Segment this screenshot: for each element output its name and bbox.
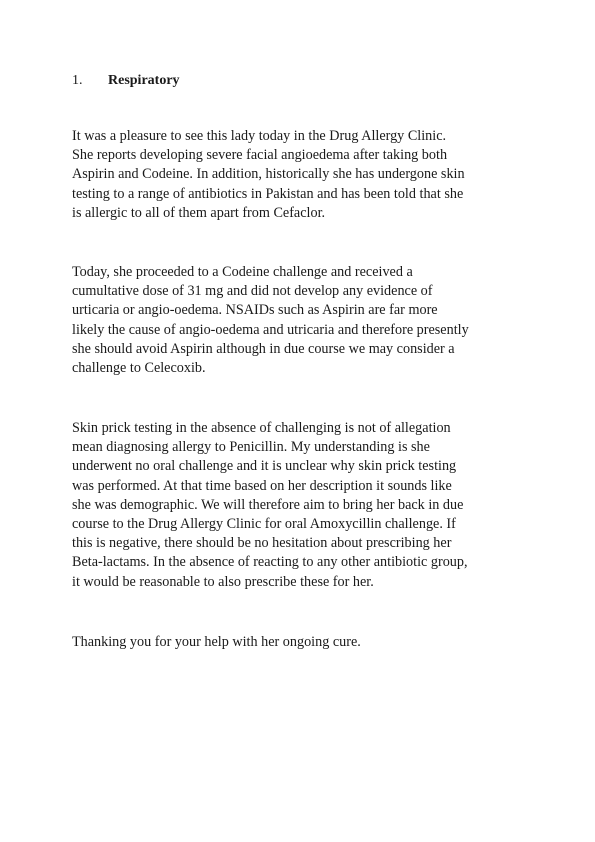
text-line: cumultative dose of 31 mg and did not develop any evidence of: [72, 283, 433, 300]
text-line: testing to a range of antibiotics in Pakistan and has been told that she: [72, 185, 464, 202]
text-line: Beta-lactams. In the absence of reacting to any other antibiotic group,: [72, 554, 468, 571]
paragraph-closing: [72, 633, 532, 652]
text-line: challenge to Celecoxib.: [72, 360, 206, 377]
text-line: Today, she proceeded to a Codeine challenge and received a: [72, 264, 413, 280]
text-line: likely the cause of angio-oedema and utricaria and therefore presently: [72, 321, 469, 338]
text-line: underwent no oral challenge and it is unclear why skin prick testing: [72, 458, 457, 475]
text-line: She reports developing severe facial angioedema after taking both: [72, 147, 448, 164]
section-number: 1.: [72, 73, 83, 88]
text-line: she should avoid Aspirin although in due course we may consider a: [72, 340, 455, 357]
section-heading: [72, 72, 180, 90]
text-line: this is negative, there should be no hesitation about prescribing her: [72, 535, 452, 552]
paragraph-skin-prick-testing: [72, 419, 532, 592]
paragraph-clinic-visit: [72, 127, 532, 223]
text-line: urticaria or angio-oedema. NSAIDs such as Aspirin are far more: [72, 302, 438, 319]
text-line: Thanking you for your help with her ongoing cure.: [72, 634, 361, 650]
paragraph-codeine-challenge: [72, 263, 532, 378]
text-line: was performed. At that time based on her description it sounds like: [72, 477, 452, 494]
text-line: she was demographic. We will therefore aim to bring her back in due: [72, 496, 464, 513]
text-line: Aspirin and Codeine. In addition, historically she has undergone skin: [72, 166, 465, 183]
text-line: Skin prick testing in the absence of challenging is not of allegation: [72, 420, 451, 436]
text-line: is allergic to all of them apart from Cefaclor.: [72, 204, 326, 221]
text-line: It was a pleasure to see this lady today in the Drug Allergy Clinic.: [72, 128, 447, 144]
text-line: it would be reasonable to also prescribe these for her.: [72, 573, 374, 590]
text-line: mean diagnosing allergy to Penicillin. My understanding is she: [72, 439, 430, 456]
text-line: course to the Drug Allergy Clinic for oral Amoxycillin challenge. If: [72, 516, 456, 533]
section-title: Respiratory: [108, 73, 180, 88]
